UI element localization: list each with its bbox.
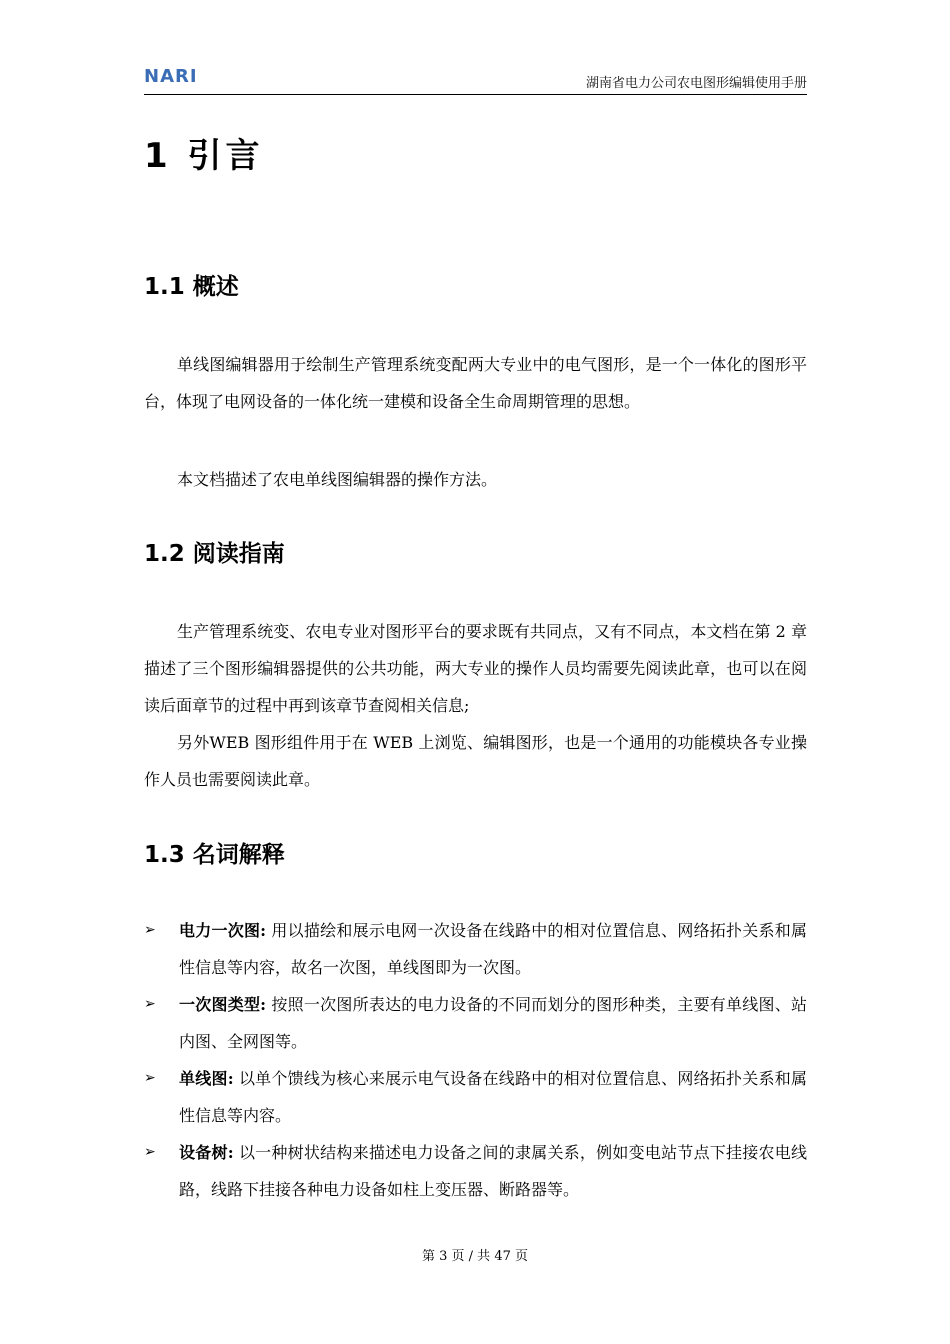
glossary-term: 单线图: <box>179 1069 234 1088</box>
glossary-definition: 以单个馈线为核心来展示电气设备在线路中的相对位置信息、网络拓扑关系和属性信息等内容。 <box>179 1069 807 1125</box>
glossary-list <box>144 912 807 1208</box>
section-heading-glossary: 1.3 名词解释 <box>144 842 285 868</box>
glossary-term: 一次图类型: <box>179 995 267 1014</box>
document-title: 湖南省电力公司农电图形编辑使用手册 <box>585 76 807 91</box>
section-heading-reading-guide: 1.2 阅读指南 <box>144 541 285 567</box>
nari-logo: NARI <box>144 66 198 87</box>
reading-guide-paragraph-2: 另外WEB 图形组件用于在 WEB 上浏览、编辑图形，也是一个通用的功能模块各专业操作人员也需要阅读此章。 <box>144 733 807 789</box>
arrow-bullet-icon: ➢ <box>144 1144 156 1160</box>
arrow-bullet-icon: ➢ <box>144 922 156 938</box>
page-header <box>144 62 807 95</box>
list-item <box>144 1134 807 1208</box>
arrow-bullet-icon: ➢ <box>144 996 156 1012</box>
list-item <box>144 912 807 986</box>
list-item <box>144 1060 807 1134</box>
list-item <box>144 986 807 1060</box>
glossary-definition: 用以描绘和展示电网一次设备在线路中的相对位置信息、网络拓扑关系和属性信息等内容，故名一次图，单线图即为一次图。 <box>179 921 807 977</box>
section-heading-overview: 1.1 概述 <box>144 274 239 300</box>
glossary-definition: 按照一次图所表达的电力设备的不同而划分的图形种类，主要有单线图、站内图、全网图等。 <box>179 995 807 1051</box>
arrow-bullet-icon: ➢ <box>144 1070 156 1086</box>
overview-paragraph-2: 本文档描述了农电单线图编辑器的操作方法。 <box>177 470 498 489</box>
page-footer: 第 3 页 / 共 47 页 <box>422 1249 528 1264</box>
reading-guide-paragraph-1: 生产管理系统变、农电专业对图形平台的要求既有共同点，又有不同点，本文档在第 2 章描述了三个图形编辑器提供的公共功能，两大专业的操作人员均需要先阅读此章，也可以在阅读后面章节的过程中再到该章节查阅相关信息; <box>144 622 807 715</box>
glossary-definition: 以一种树状结构来描述电力设备之间的隶属关系，例如变电站节点下挂接农电线路，线路下挂接各种电力设备如柱上变压器、断路器等。 <box>179 1143 807 1199</box>
chapter-title: 1 引言 <box>144 136 264 176</box>
glossary-term: 设备树: <box>179 1143 234 1162</box>
overview-paragraph-1: 单线图编辑器用于绘制生产管理系统变配两大专业中的电气图形，是一个一体化的图形平台，体现了电网设备的一体化统一建模和设备全生命周期管理的思想。 <box>144 355 807 411</box>
glossary-term: 电力一次图: <box>179 921 267 940</box>
